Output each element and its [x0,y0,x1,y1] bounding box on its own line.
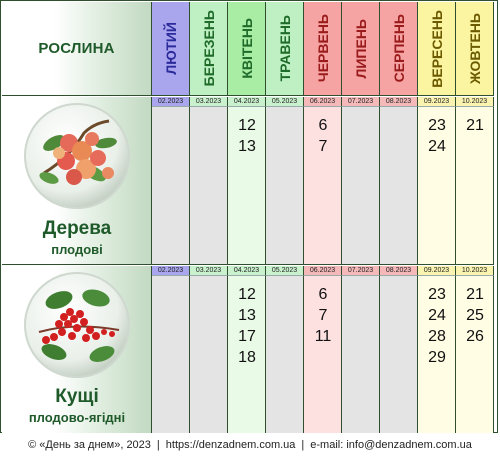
month-code-label: 07.2023 [342,266,380,276]
plant-header-label: РОСЛИНА [38,40,115,57]
month-code-label: 03.2023 [190,97,228,107]
favorable-day: 11 [314,328,332,345]
month-header-3 [266,2,304,96]
favorable-day: 24 [428,307,446,324]
favorable-day: 7 [318,138,328,155]
month-header-6 [380,2,418,96]
month-code-label: 10.2023 [456,97,494,107]
day-cell [342,97,380,265]
month-header-1 [190,2,228,96]
month-code-label: 08.2023 [380,266,418,276]
row-subtitle-trees: плодові [51,242,103,257]
day-cell [152,97,190,265]
month-name: ЖОВТЕНЬ [466,13,483,84]
month-name: ТРАВЕНЬ [276,15,293,82]
month-code-label: 08.2023 [380,97,418,107]
favorable-day: 28 [428,328,446,345]
month-header-4 [304,2,342,96]
month-code-label: 09.2023 [418,266,456,276]
month-header-5 [342,2,380,96]
apple-tree-image [24,103,130,209]
day-cell [190,266,228,433]
day-cell [380,97,418,265]
month-header-2 [228,2,266,96]
month-code-label: 02.2023 [152,97,190,107]
month-header-8 [456,2,494,96]
month-name: КВІТЕНЬ [238,18,255,79]
viburnum-image [24,272,130,378]
month-code-label: 03.2023 [190,266,228,276]
footer-separator: | [301,439,305,451]
month-code-label: 07.2023 [342,97,380,107]
month-name: ЛИПЕНЬ [352,18,369,79]
month-code-label: 09.2023 [418,97,456,107]
favorable-day: 12 [238,117,256,134]
favorable-day: 23 [428,286,446,303]
month-name: ЛЮТИЙ [162,22,179,75]
favorable-day: 21 [466,117,484,134]
favorable-day: 25 [466,307,484,324]
footer-url[interactable]: https://denzadnem.com.ua [165,439,296,451]
month-name: СЕРПЕНЬ [390,14,407,83]
footer-copyright: © «День за днем», 2023 [28,439,151,451]
plant-column-header [2,2,152,96]
day-cell [342,266,380,433]
month-header-7 [418,2,456,96]
row-title-bushes: Кущі [55,386,99,407]
day-cell [380,266,418,433]
day-cell [190,97,228,265]
plant-row-bushes [2,266,152,433]
month-code-label: 04.2023 [228,97,266,107]
month-code-label: 02.2023 [152,266,190,276]
month-code-label: 05.2023 [266,266,304,276]
month-code-label: 06.2023 [304,97,342,107]
favorable-day: 6 [318,286,328,303]
row-subtitle-bushes: плодово-ягідні [28,410,126,425]
favorable-day: 17 [238,328,256,345]
month-code-label: 06.2023 [304,266,342,276]
month-code-label: 04.2023 [228,266,266,276]
day-cell [266,97,304,265]
month-name: ЧЕРВЕНЬ [314,14,331,83]
apple-branch-icon [24,103,130,209]
footer [0,433,500,457]
berry-branch-icon [24,272,130,378]
favorable-day: 23 [428,117,446,134]
month-name: БЕРЕЗЕНЬ [200,10,217,87]
month-code-label: 05.2023 [266,97,304,107]
favorable-day: 29 [428,349,446,366]
plant-row-trees [2,97,152,265]
footer-separator: | [156,439,160,451]
favorable-day: 18 [238,349,256,366]
footer-email[interactable]: e-mail: info@denzadnem.com.ua [310,439,472,451]
favorable-day: 7 [318,307,328,324]
favorable-day: 21 [466,286,484,303]
favorable-day: 26 [466,328,484,345]
favorable-day: 6 [318,117,328,134]
favorable-day: 24 [428,138,446,155]
month-header-0 [152,2,190,96]
day-cell [152,266,190,433]
month-name: ВЕРЕСЕНЬ [428,9,445,88]
favorable-day: 12 [238,286,256,303]
month-code-label: 10.2023 [456,266,494,276]
favorable-day: 13 [238,307,256,324]
day-cell [266,266,304,433]
favorable-day: 13 [238,138,256,155]
row-title-trees: Дерева [42,218,112,239]
